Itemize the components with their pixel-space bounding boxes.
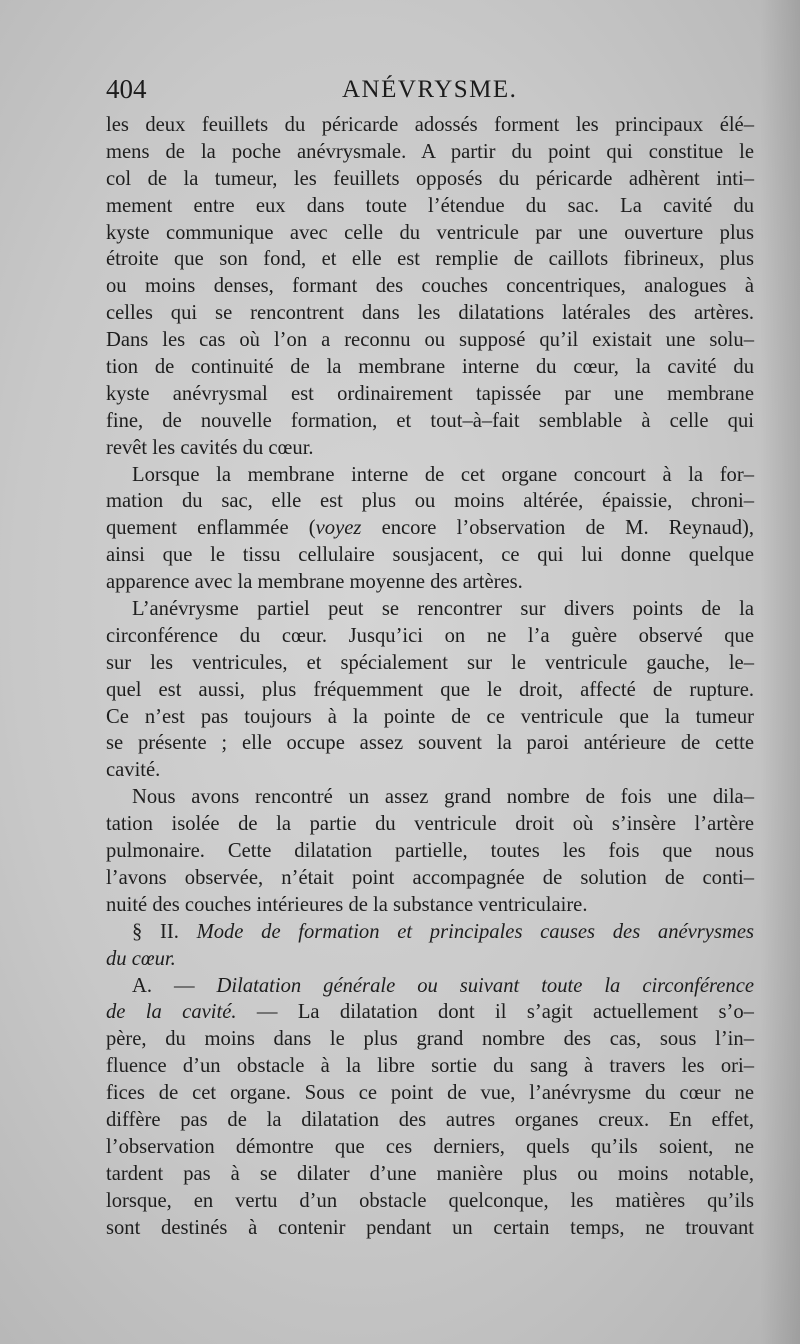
text-line: [106, 1080, 754, 1107]
text-line: [106, 112, 754, 139]
line-text: Nous avons rencontré un assez grand nombre de fois une dila–: [132, 786, 754, 809]
text-line: [106, 999, 754, 1026]
line-italic-text: Mode de formation et principales causes des anévrysmes: [196, 920, 754, 943]
line-text: Ce n’est pas toujours à la pointe de ce ventricule que la tumeur: [106, 705, 754, 728]
text-line: [106, 569, 754, 596]
line-text: mation du sac, elle est plus ou moins altérée, épaissie, chroni–: [106, 490, 754, 513]
text-line: [106, 1053, 754, 1080]
text-line: [106, 677, 754, 704]
text-line: [106, 166, 754, 193]
text-line: [106, 354, 754, 381]
line-text: père, du moins dans le plus grand nombre des cas, sous l’in–: [106, 1028, 754, 1051]
body-text: [106, 112, 754, 1241]
text-line: [106, 730, 754, 757]
line-text: ainsi que le tissu cellulaire sousjacent, ce qui lui donne quelque: [106, 544, 754, 567]
text-line: [106, 1161, 754, 1188]
text-line: [106, 273, 754, 300]
text-line: [106, 784, 754, 811]
line-text: cavité.: [106, 759, 161, 782]
text-line: [106, 1134, 754, 1161]
line-text: quement enflammée (: [106, 517, 316, 540]
line-italic-text: voyez: [315, 517, 362, 540]
text-line: [106, 515, 754, 542]
line-text: revêt les cavités du cœur.: [106, 436, 314, 459]
text-line: [106, 973, 754, 1000]
text-line: [106, 1026, 754, 1053]
text-line: [106, 650, 754, 677]
line-text: diffère pas de la dilatation des autres organes creux. En effet,: [106, 1108, 754, 1131]
line-text: kyste communique avec celle du ventricule par une ouverture plus: [106, 221, 754, 244]
text-line: [106, 623, 754, 650]
running-title: ANÉVRYSME.: [342, 76, 518, 103]
line-text: mens de la poche anévrysmale. A partir du point qui constitue le: [106, 140, 754, 163]
text-line: [106, 865, 754, 892]
line-text: L’anévrysme partiel peut se rencontrer sur divers points de la: [132, 598, 754, 621]
text-line: [106, 596, 754, 623]
line-text: pulmonaire. Cette dilatation partielle, toutes les fois que nous: [106, 840, 754, 863]
text-line: [106, 300, 754, 327]
text-line: [106, 220, 754, 247]
text-line: [106, 946, 754, 973]
text-line: [106, 1107, 754, 1134]
line-text: tation isolée de la partie du ventricule droit où s’insère l’artère: [106, 813, 754, 836]
line-text: kyste anévrysmal est ordinairement tapissée par une membrane: [106, 382, 754, 405]
line-text: A. —: [132, 974, 217, 997]
line-italic-text: du cœur.: [106, 947, 176, 970]
text-line: [106, 919, 754, 946]
text-line: [106, 892, 754, 919]
line-text: mement entre eux dans toute l’étendue du sac. La cavité du: [106, 194, 754, 217]
line-text: les deux feuillets du péricarde adossés forment les principaux élé–: [106, 114, 754, 136]
line-text: sur les ventricules, et spécialement sur le ventricule gauche, le–: [106, 651, 754, 674]
text-line: [106, 139, 754, 166]
page-edge-shadow: [760, 0, 800, 1344]
line-text: ou moins denses, formant des couches concentriques, analogues à: [106, 275, 754, 298]
text-line: [106, 193, 754, 220]
line-text: nuité des couches intérieures de la substance ventriculaire.: [106, 893, 588, 916]
line-text: fices de cet organe. Sous ce point de vue, l’anévrysme du cœur ne: [106, 1082, 754, 1105]
line-italic-text: de la cavité.: [106, 1001, 237, 1024]
line-text: l’observation démontre que ces derniers, quels qu’ils soient, ne: [106, 1135, 754, 1158]
line-text: encore l’observation de M. Reynaud),: [361, 517, 754, 540]
text-line: [106, 488, 754, 515]
line-text: col de la tumeur, les feuillets opposés du péricarde adhèrent inti–: [106, 167, 754, 190]
running-head: [106, 74, 756, 108]
text-line: [106, 811, 754, 838]
page-number: 404: [106, 74, 147, 104]
text-line: [106, 757, 754, 784]
line-text: l’avons observée, n’était point accompagnée de solution de conti–: [106, 866, 754, 889]
line-text: Dans les cas où l’on a reconnu ou supposé qu’il existait une solu–: [106, 329, 754, 352]
line-text: — La dilatation dont il s’agit actuellement s’o–: [236, 1001, 754, 1024]
line-text: fluence d’un obstacle à la libre sortie du sang à travers les ori–: [106, 1055, 754, 1078]
line-text: § II.: [132, 920, 197, 943]
line-text: apparence avec la membrane moyenne des artères.: [106, 571, 523, 594]
line-text: circonférence du cœur. Jusqu’ici on ne l’a guère observé que: [106, 624, 754, 647]
text-line: [106, 327, 754, 354]
text-line: [106, 1188, 754, 1215]
text-line: [106, 704, 754, 731]
text-line: [106, 408, 754, 435]
text-line: [106, 1215, 754, 1242]
line-text: sont destinés à contenir pendant un certain temps, ne trouvant: [106, 1216, 754, 1239]
line-text: Lorsque la membrane interne de cet organe concourt à la for–: [132, 463, 754, 486]
line-text: se présente ; elle occupe assez souvent la paroi antérieure de cette: [106, 732, 754, 755]
line-text: fine, de nouvelle formation, et tout–à–fait semblable à celle qui: [106, 409, 754, 432]
line-text: étroite que son fond, et elle est remplie de caillots fibrineux, plus: [106, 248, 754, 271]
text-line: [106, 246, 754, 273]
line-text: tion de continuité de la membrane interne du cœur, la cavité du: [106, 356, 754, 379]
line-text: tardent pas à se dilater d’une manière plus ou moins notable,: [106, 1162, 754, 1185]
line-text: celles qui se rencontrent dans les dilatations latérales des artères.: [106, 302, 754, 325]
line-text: quel est aussi, plus fréquemment que le droit, affecté de rupture.: [106, 678, 754, 701]
line-italic-text: Dilatation générale ou suivant toute la circonférence: [216, 974, 754, 997]
text-line: [106, 381, 754, 408]
text-line: [106, 462, 754, 489]
text-line: [106, 435, 754, 462]
text-line: [106, 838, 754, 865]
line-text: lorsque, en vertu d’un obstacle quelconque, les matières qu’ils: [106, 1189, 754, 1212]
text-line: [106, 542, 754, 569]
